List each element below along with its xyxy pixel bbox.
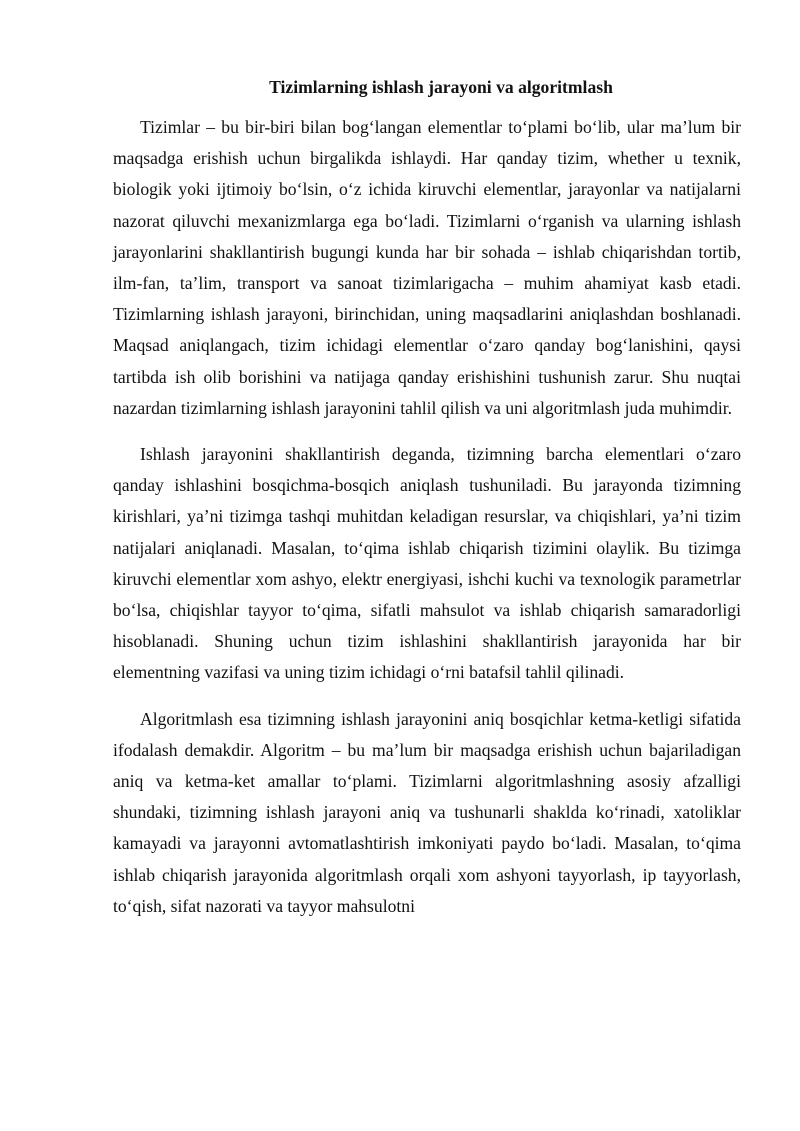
document-body xyxy=(113,74,741,937)
paragraph-3: Algoritmlash esa tizimning ishlash jarayonini aniq bosqichlar ketma-ketligi sifatida ifodalash demakdir. Algoritm – bu ma’lum bir maqsadga erishish uchun bajariladigan aniq va ketma-ket amallar to‘plami. Tizimlarni algoritmlashning asosiy afzalligi shundaki, tizimning ishlash jarayoni aniq va tushunarli shaklda ko‘rinadi, xatoliklar kamayadi va jarayonni avtomatlashtirish imkoniyati paydo bo‘ladi. Masalan, to‘qima ishlab chiqarish jarayonida algoritmlash orqali xom ashyoni tayyorlash, ip tayyorlash, to‘qish, sifat nazorati va tayyor mahsulotni xyxy=(113,708,741,916)
paragraph-1: Tizimlar – bu bir-biri bilan bog‘langan elementlar to‘plami bo‘lib, ular ma’lum bir maqsadga erishish uchun birgalikda ishlaydi. Har qanday tizim, whether u texnik, biologik yoki ijtimoiy bo‘lsin, o‘z ichida kiruvchi elementlar, jarayonlar va natijalarni nazorat qiluvchi mexanizmlarga ega bo‘ladi. Tizimlarni o‘rganish va ularning ishlash jarayonlarini shakllantirish bugungi kunda har bir sohada – ishlab chiqarishdan tortib, ilm-fan, ta’lim, transport va sanoat tizimlarigacha – muhim ahamiyat kasb etadi. Tizimlarning ishlash jarayoni, birinchidan, uning maqsadlarini aniqlashdan boshlanadi. Maqsad aniqlangach, tizim ichidagi elementlar o‘zaro qanday bog‘lanishini, qaysi tartibda ish olib borishini va natijaga qanday erishishini tushunish zarur. Shu nuqtai nazardan tizimlarning ishlash jarayonini tahlil qilish va uni algoritmlash juda muhimdir. xyxy=(113,117,741,418)
paragraph-2: Ishlash jarayonini shakllantirish deganda, tizimning barcha elementlari o‘zaro qanday ishlashini bosqichma-bosqich aniqlash tushuniladi. Bu jarayonda tizimning kirishlari, ya’ni tizimga tashqi muhitdan keladigan resurslar, va chiqishlari, ya’ni tizim natijalari aniqlanadi. Masalan, to‘qima ishlab chiqarish tizimini olaylik. Bu tizimga kiruvchi elementlar xom ashyo, elektr energiyasi, ishchi kuchi va texnologik parametrlar bo‘lsa, chiqishlar tayyor to‘qima, sifatli mahsulot va ishlab chiqarish samaradorligi hisoblanadi. Shuning uchun tizim ishlashini shakllantirish jarayonida har bir elementning vazifasi va uning tizim ichidagi o‘rni batafsil tahlil qilinadi. xyxy=(113,444,741,683)
document-title: Tizimlarning ishlash jarayoni va algoritmlash xyxy=(269,77,613,97)
